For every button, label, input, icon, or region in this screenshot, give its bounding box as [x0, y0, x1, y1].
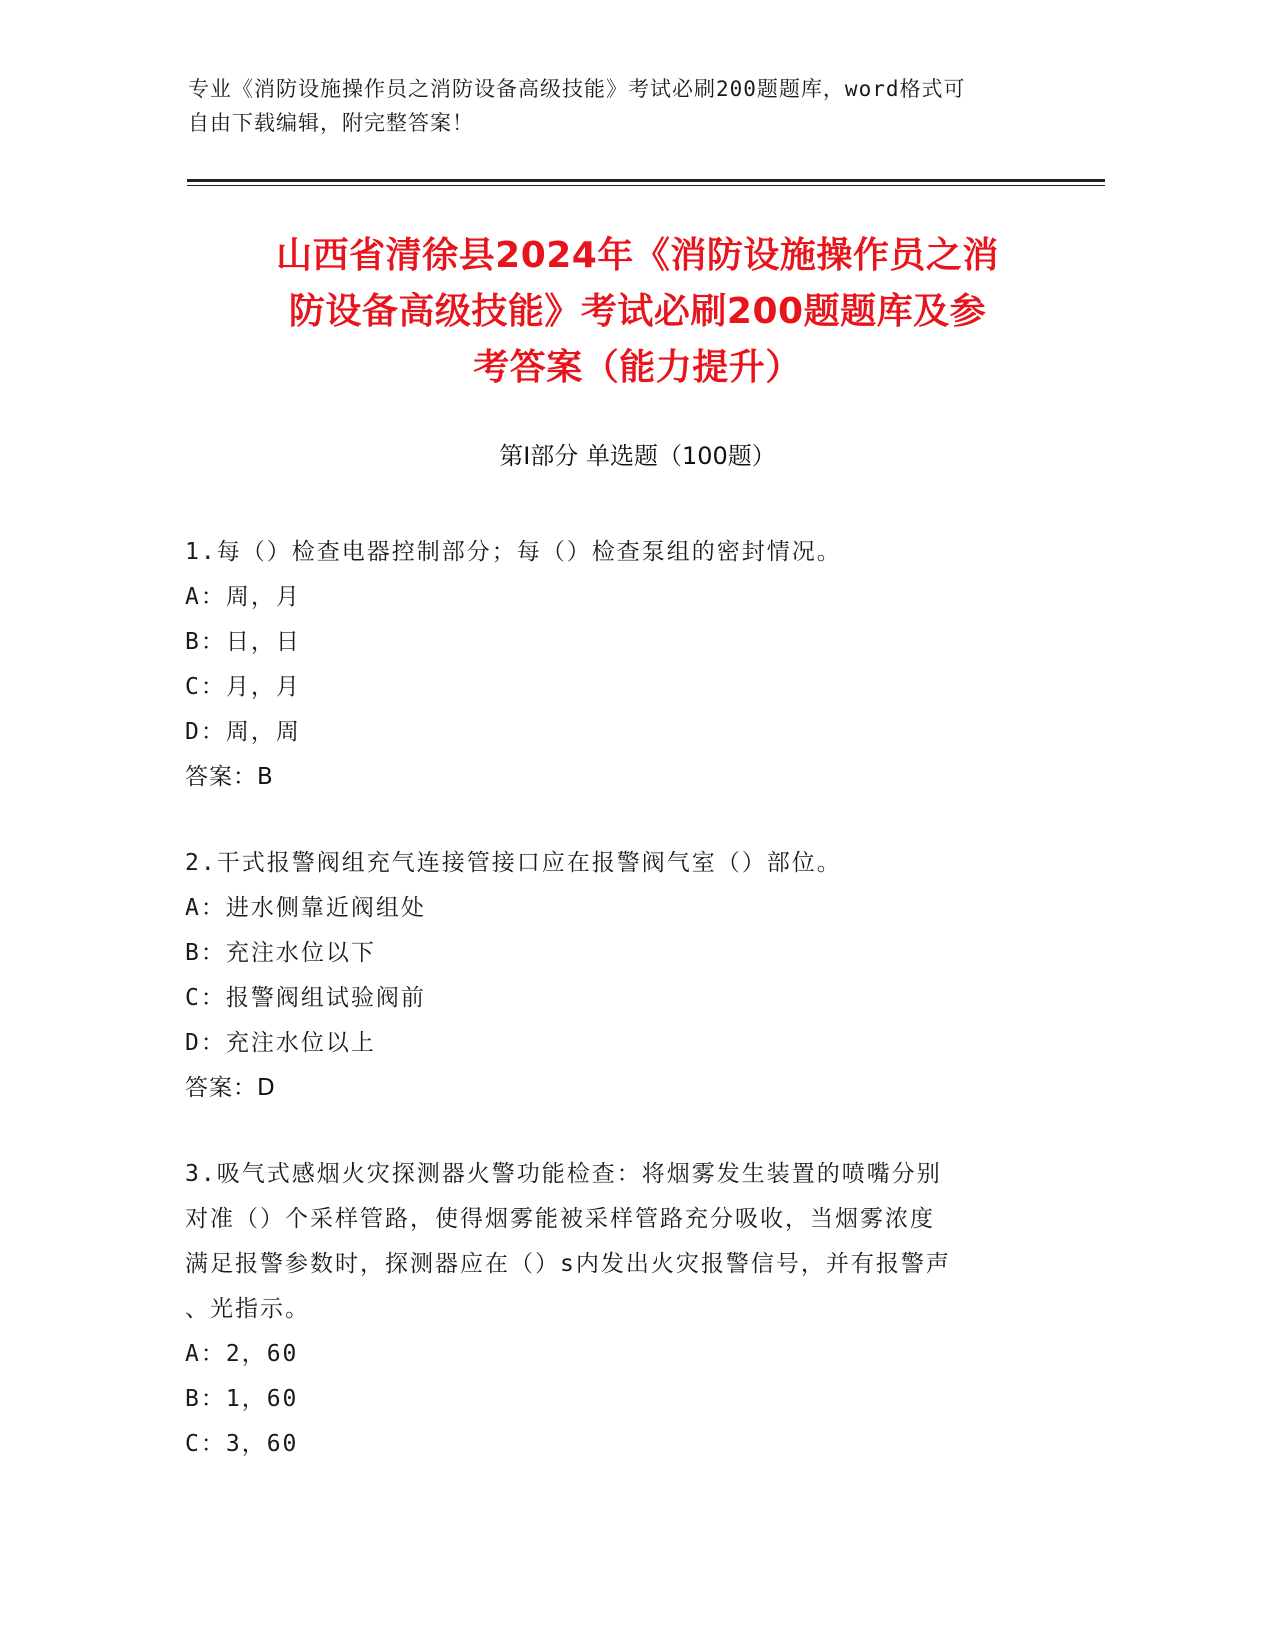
section-title: 第Ⅰ部分 单选题（100题） [499, 442, 776, 470]
option-c: C：报警阀组试验阀前 [185, 985, 426, 1011]
answer: 答案：D [185, 1075, 276, 1101]
title-line: 防设备高级技能》考试必刷200题题库及参 [288, 291, 987, 332]
option-b: B：日，日 [185, 629, 301, 655]
title-line: 山西省清徐县2024年《消防设施操作员之消 [276, 235, 999, 276]
header-divider-thin [187, 185, 1105, 186]
question-list [185, 530, 1080, 1508]
question-stem: 3.吸气式感烟火灾探测器火警功能检查：将烟雾发生装置的喷嘴分别 [185, 1161, 942, 1187]
question-stem: 2.干式报警阀组充气连接管接口应在报警阀气室（）部位。 [185, 850, 842, 876]
option-b: B：1，60 [185, 1386, 299, 1412]
question-2 [185, 841, 1080, 1111]
option-b: B：充注水位以下 [185, 940, 376, 966]
header-note-line: 自由下载编辑，附完整答案！ [188, 111, 474, 135]
header-note-line: 专业《消防设施操作员之消防设备高级技能》考试必刷200题题库，word格式可 [188, 77, 966, 101]
question-3 [185, 1152, 1080, 1467]
document-title [170, 228, 1105, 396]
question-stem: 对准（）个采样管路，使得烟雾能被采样管路充分吸收，当烟雾浓度 [185, 1206, 935, 1232]
header-note [188, 72, 1058, 140]
question-stem: 1.每（）检查电器控制部分；每（）检查泵组的密封情况。 [185, 539, 842, 565]
option-d: D：周，周 [185, 719, 301, 745]
title-line: 考答案（能力提升） [473, 347, 802, 388]
option-c: C：3，60 [185, 1431, 299, 1457]
question-1 [185, 530, 1080, 800]
answer: 答案：B [185, 764, 274, 790]
header-divider-thick [187, 179, 1105, 182]
option-a: A：周，月 [185, 584, 301, 610]
option-a: A：进水侧靠近阀组处 [185, 895, 426, 921]
option-c: C：月，月 [185, 674, 301, 700]
option-a: A：2，60 [185, 1341, 299, 1367]
question-stem: 、光指示。 [185, 1296, 310, 1322]
question-stem: 满足报警参数时，探测器应在（）s内发出火灾报警信号，并有报警声 [185, 1251, 951, 1277]
option-d: D：充注水位以上 [185, 1030, 376, 1056]
